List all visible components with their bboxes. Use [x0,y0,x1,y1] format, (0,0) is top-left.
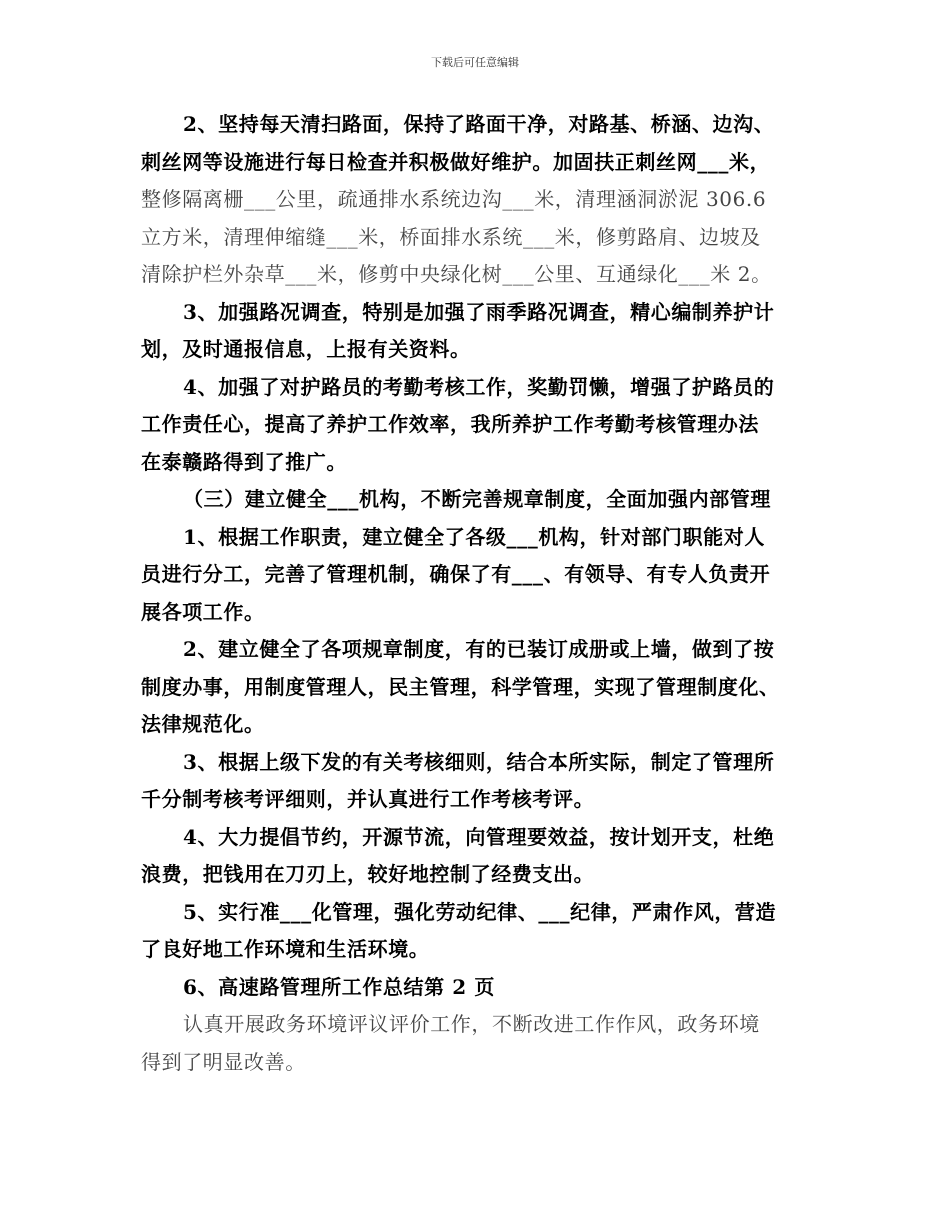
paragraph-line: 制度办事，用制度管理人，民主管理，科学管理，实现了管理制度化、 [141,674,780,699]
paragraph-line: 3、根据上级下发的有关考核细则，结合本所实际，制定了管理所 [183,749,775,774]
paragraph-line: 刺丝网等设施进行每日检查并积极做好维护。加固扶正刺丝网___米， [141,149,771,174]
page-header-note: 下载后可任意编辑 [431,56,519,69]
paragraph-line: 1、根据工作职责，建立健全了各级___机构，针对部门职能对人 [183,524,765,549]
paragraph-line: 整修隔离栅___公里，疏通排水系统边沟___米，清理涵洞淤泥 306.6 [141,187,767,211]
paragraph-line: 6、高速路管理所工作总结第 2 页 [183,974,495,999]
paragraph-line: 浪费，把钱用在刀刃上，较好地控制了经费支出。 [141,862,595,886]
paragraph-line: 4、大力提倡节约，开源节流，向管理要效益，按计划开支，杜绝 [183,824,775,849]
paragraph-line: 展各项工作。 [141,599,265,624]
paragraph-line: 立方米，清理伸缩缝___米，桥面排水系统___米，修剪路肩、边坡及 [141,224,761,249]
paragraph-line: 2、坚持每天清扫路面，保持了路面干净，对路基、桥涵、边沟、 [183,112,775,136]
document-body [141,106,813,1081]
paragraph-line: 3、加强路况调查，特别是加强了雨季路况调查，精心编制养护计 [183,299,775,324]
paragraph-line: 法律规范化。 [141,712,265,736]
paragraph-line: 划，及时通报信息，上报有关资料。 [141,337,471,361]
paragraph-line: 得到了明显改善。 [141,1049,306,1074]
paragraph-line: 5、实行准___化管理，强化劳动纪律、___纪律，严肃作风，营造 [183,899,777,924]
paragraph-line: 在泰赣路得到了推广。 [141,449,347,474]
paragraph-line: 2、建立健全了各项规章制度，有的已装订成册或上墙，做到了按 [183,637,775,661]
paragraph-line: 了良好地工作环境和生活环境。 [141,937,430,961]
paragraph-line: 4、加强了对护路员的考勤考核工作，奖勤罚懒，增强了护路员的 [183,374,775,399]
paragraph-line: （三）建立健全___机构，不断完善规章制度，全面加强内部管理 [183,487,771,511]
paragraph-line: 清除护栏外杂草___米，修剪中央绿化树___公里、互通绿化___米 2。 [141,262,772,286]
paragraph-line: 千分制考核考评细则，并认真进行工作考核考评。 [141,787,595,811]
paragraph-line: 工作责任心，提高了养护工作效率，我所养护工作考勤考核管理办法 [141,412,759,436]
paragraph-line: 员进行分工，完善了管理机制，确保了有___、有领导、有专人负责开 [141,562,771,586]
paragraph-line: 认真开展政务环境评议评价工作，不断改进工作作风，政务环境 [183,1012,760,1036]
